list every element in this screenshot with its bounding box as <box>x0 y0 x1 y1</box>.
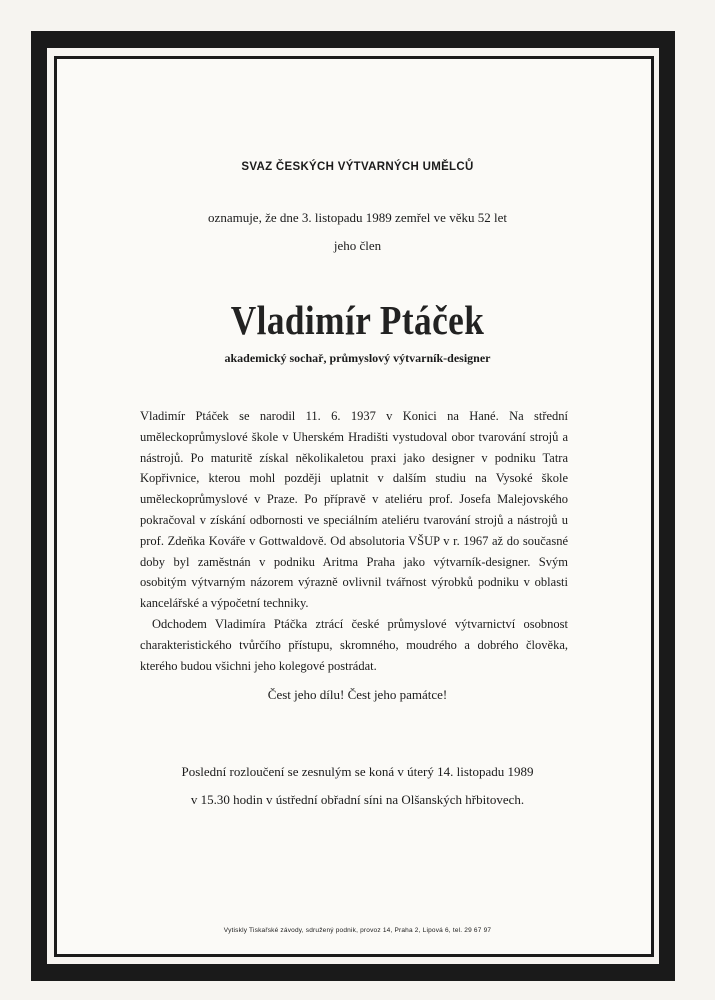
member-line: jeho člen <box>333 238 382 253</box>
honor-line: Čest jeho dílu! Čest jeho památce! <box>267 687 448 702</box>
deceased-name: Vladimír Ptáček <box>230 297 485 343</box>
printer-credit: Vytiskly Tiskařské závody, sdružený podnik, provoz 14, Praha 2, Lipová 6, tel. 29 67 97 <box>223 927 492 934</box>
biography <box>140 406 568 676</box>
biography-paragraph: Vladimír Ptáček se narodil 11. 6. 1937 v Konici na Hané. Na střední uměleckoprůmyslové škole v Uherském Hradišti vystudoval obor tvarování strojů a nástrojů. Po maturitě získal několikaletou praxi jako designer v podniku Tatra Kopřivnice, kterou mohl později uplatnit v dalším studiu na Vysoké škole uměleckoprůmyslové v Praze. Po přípravě v ateliéru prof. Josefa Malejovského pokračoval v získání odbornosti ve speciálním ateliéru tvarování strojů a nástrojů u prof. Zdeňka Kováře v Gottwaldově. Od absolutoria VŠUP v r. 1967 až do současné doby byl zaměstnán v podniku Aritma Praha jako výtvarník-designer. Svým osobitým výtvarným názorem výrazně ovlivnil tvářnost výrobků podniku v oblasti kancelářské a výpočetní techniky. <box>140 409 568 611</box>
death-announcement: oznamuje, že dne 3. listopadu 1989 zemřel ve věku 52 let <box>208 210 507 225</box>
farewell-line-2: v 15.30 hodin v ústřední obřadní síni na Olšanských hřbitovech. <box>190 792 525 807</box>
organization-heading: SVAZ ČESKÝCH VÝTVARNÝCH UMĚLCŮ <box>241 161 474 173</box>
farewell-line-1: Poslední rozloučení se zesnulým se koná v úterý 14. listopadu 1989 <box>181 764 534 779</box>
profession-line: akademický sochař, průmyslový výtvarník-designer <box>224 351 491 365</box>
biography-paragraph: Odchodem Vladimíra Ptáčka ztrácí české průmyslové výtvarnictví osobnost charakteristického tvůrčího přístupu, skromného, moudrého a dobrého člověka, kterého budou všichni jeho kolegové postrádat. <box>140 616 568 673</box>
